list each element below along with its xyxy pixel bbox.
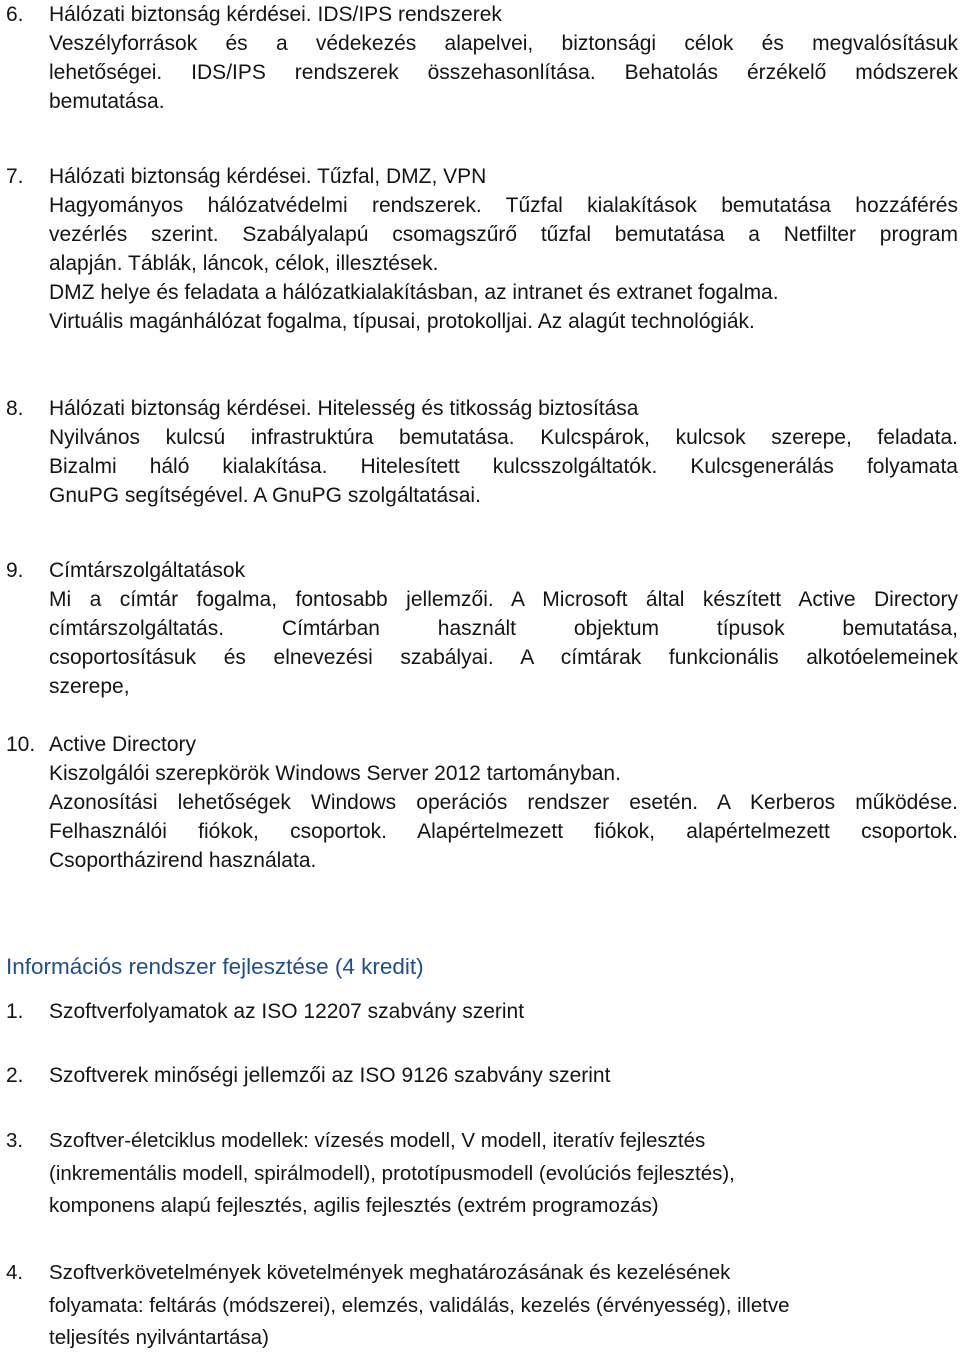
item-number: 6. <box>6 3 24 26</box>
item-title: Hálózati biztonság kérdései. Tűzfal, DMZ, VPN <box>49 165 487 188</box>
item-line: GnuPG segítségével. A GnuPG szolgáltatásai. <box>49 484 481 507</box>
item-title: Címtárszolgáltatások <box>49 559 246 582</box>
item-line: Szoftverfolyamatok az ISO 12207 szabvány szerint <box>49 1000 525 1023</box>
list-item-7 <box>6 162 960 336</box>
item-line: Azonosítási lehetőségek Windows operációs rendszer esetén. A Kerberos működése. <box>49 791 958 814</box>
item-number: 7. <box>6 165 24 188</box>
item-line: Bizalmi háló kialakítása. Hitelesített kulcsszolgáltatók. Kulcsgenerálás folyamata <box>49 455 958 478</box>
item-number: 2. <box>6 1064 24 1087</box>
item-title: Active Directory <box>49 733 197 756</box>
item-text <box>49 1059 960 1092</box>
item-number: 8. <box>6 397 24 420</box>
item-line: Virtuális magánhálózat fogalma, típusai, protokolljai. Az alagút technológiák. <box>49 310 755 333</box>
item-line: Szoftverek minőségi jellemzői az ISO 9126 szabvány szerint <box>49 1064 611 1087</box>
item-line: Nyilvános kulcsú infrastruktúra bemutatása. Kulcspárok, kulcsok szerepe, feladata. <box>49 426 958 449</box>
item-line: DMZ helye és feladata a hálózatkialakításban, az intranet és extranet fogalma. <box>49 281 779 304</box>
item-line: bemutatása. <box>49 90 165 113</box>
item-number: 10. <box>6 733 36 756</box>
item-text <box>49 162 960 336</box>
item-line: (inkrementális modell, spirálmodell), prototípusmodell (evolúciós fejlesztés), <box>49 1161 735 1185</box>
item-line: Veszélyforrások és a védekezés alapelvei, biztonsági célok és megvalósításuk <box>49 32 958 55</box>
list-item-4 <box>6 1257 960 1355</box>
list-item-2 <box>6 1059 960 1092</box>
list-item-6 <box>6 0 960 116</box>
item-line: Szoftverkövetelmények követelmények meghatározásának és kezelésének <box>49 1261 731 1284</box>
item-text <box>49 394 960 510</box>
item-title: Hálózati biztonság kérdései. Hitelesség és titkosság biztosítása <box>49 397 639 420</box>
item-line: alapján. Táblák, láncok, célok, illesztések. <box>49 252 439 275</box>
item-number: 9. <box>6 559 24 582</box>
item-line: Mi a címtár fogalma, fontosabb jellemzői. A Microsoft által készített Active Directory <box>49 588 958 611</box>
item-line: komponens alapú fejlesztés, agilis fejlesztés (extrém programozás) <box>49 1194 659 1217</box>
item-line: Csoportházirend használata. <box>49 849 317 872</box>
item-text <box>49 730 960 875</box>
item-line: csoportosításuk és elnevezési szabályai. A címtárak funkcionális alkotóelemeinek <box>49 646 958 669</box>
item-line: Hagyományos hálózatvédelmi rendszerek. Tűzfal kialakítások bemutatása hozzáférés <box>49 194 958 217</box>
item-text <box>49 556 960 701</box>
item-line: folyamata: feltárás (módszerei), elemzés, validálás, kezelés (érvényesség), illetve <box>49 1293 790 1317</box>
item-line: Szoftver-életciklus modellek: vízesés modell, V modell, iteratív fejlesztés <box>49 1129 706 1152</box>
list-item-1 <box>6 995 960 1028</box>
list-item-8 <box>6 394 960 510</box>
item-line: vezérlés szerint. Szabályalapú csomagszűrő tűzfal bemutatása a Netfilter program <box>49 223 958 246</box>
item-text <box>49 1125 960 1223</box>
list-item-3 <box>6 1125 960 1223</box>
item-title: Hálózati biztonság kérdései. IDS/IPS rendszerek <box>49 3 502 26</box>
item-number: 4. <box>6 1261 24 1284</box>
item-number: 1. <box>6 1000 24 1023</box>
item-line: teljesítés nyilvántartása) <box>49 1326 269 1349</box>
section-heading: Információs rendszer fejlesztése (4 kredit) <box>6 954 424 979</box>
item-line: Kiszolgálói szerepkörök Windows Server 2012 tartományban. <box>49 762 621 785</box>
item-line: Felhasználói fiókok, csoportok. Alapértelmezett fiókok, alapértelmezett csoportok. <box>49 820 958 843</box>
item-line: címtárszolgáltatás. Címtárban használt objektum típusok bemutatása, <box>49 617 958 640</box>
item-text <box>49 1257 960 1355</box>
item-line: szerepe, <box>49 675 130 698</box>
list-item-9 <box>6 556 960 701</box>
item-text <box>49 0 960 116</box>
item-text <box>49 995 960 1028</box>
item-line: lehetőségei. IDS/IPS rendszerek összehasonlítása. Behatolás érzékelő módszerek <box>49 61 958 84</box>
item-number: 3. <box>6 1129 24 1152</box>
list-item-10 <box>6 730 960 875</box>
